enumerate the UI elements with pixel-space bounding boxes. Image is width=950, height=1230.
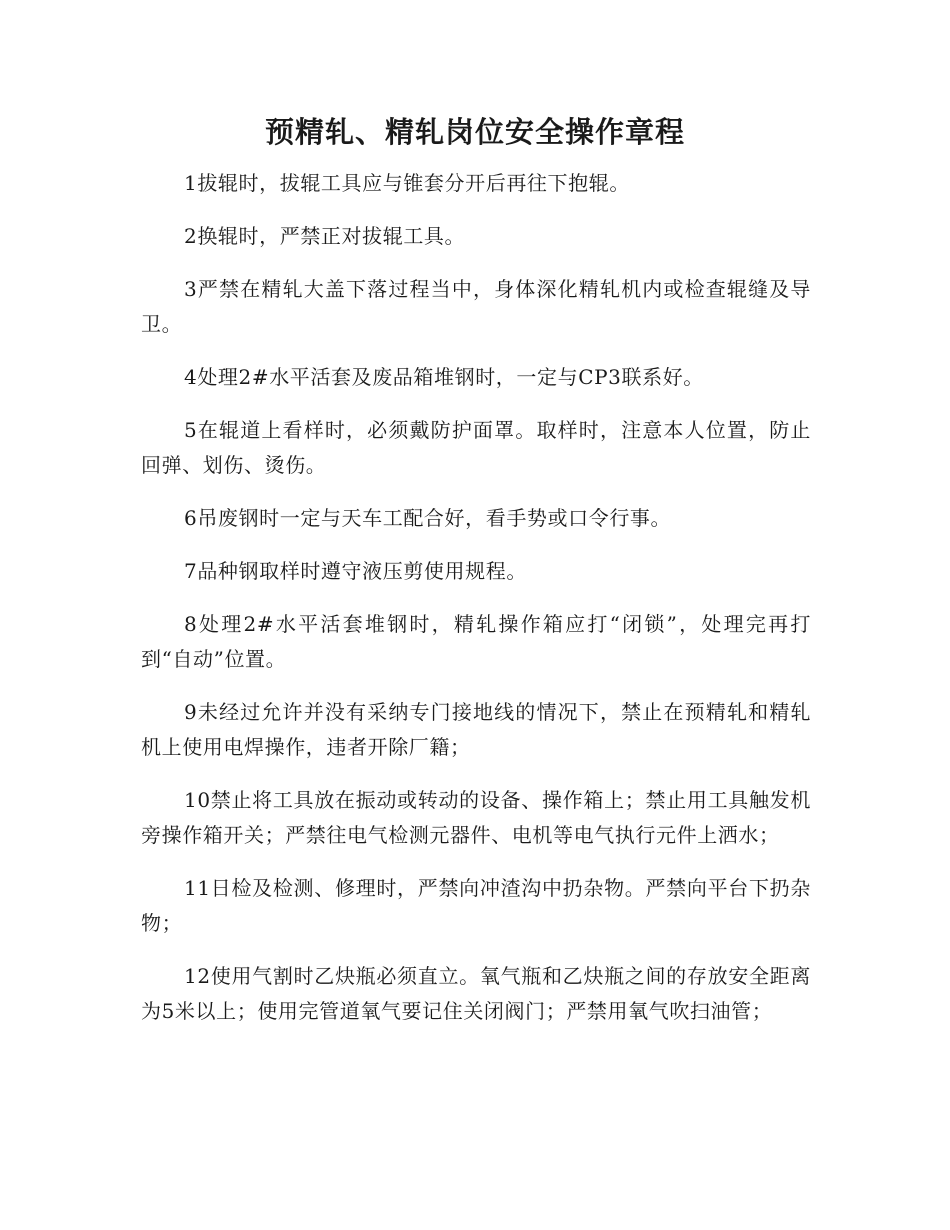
paragraph-5: 5在辊道上看样时，必须戴防护面罩。取样时，注意本人位置，防止回弹、划伤、烫伤。 (141, 418, 811, 477)
document-body (141, 166, 811, 1047)
paragraph-7: 7品种钢取样时遵守液压剪使用规程。 (184, 559, 527, 583)
paragraph-3: 3严禁在精轧大盖下落过程当中，身体深化精轧机内或检查辊缝及导卫。 (141, 277, 811, 336)
paragraph-6: 6吊废钢时一定与天车工配合好，看手势或口令行事。 (184, 506, 672, 530)
paragraph-8: 8处理2#水平活套堆钢时，精轧操作箱应打“闭锁”，处理完再打到“自动”位置。 (141, 612, 811, 671)
paragraph-10: 10禁止将工具放在振动或转动的设备、操作箱上；禁止用工具触发机旁操作箱开关；严禁往电气检测元器件、电机等电气执行元件上洒水； (141, 788, 811, 847)
paragraph-1: 1拔辊时，拔辊工具应与锥套分开后再往下抱辊。 (184, 171, 630, 195)
paragraph-12: 12使用气割时乙炔瓶必须直立。氧气瓶和乙炔瓶之间的存放安全距离为5米以上；使用完管道氧气要记住关闭阀门；严禁用氧气吹扫油管； (141, 964, 811, 1023)
paragraph-4: 4处理2#水平活套及废品箱堆钢时，一定与CP3联系好。 (184, 365, 704, 389)
paragraph-11: 11日检及检测、修理时，严禁向冲渣沟中扔杂物。严禁向平台下扔杂物； (141, 876, 811, 935)
paragraph-9: 9未经过允许并没有采纳专门接地线的情况下，禁止在预精轧和精轧机上使用电焊操作，违者开除厂籍； (141, 700, 811, 759)
document-title: 预精轧、精轧岗位安全操作章程 (264, 115, 685, 149)
paragraph-2: 2换辊时，严禁正对拔辊工具。 (184, 224, 466, 248)
